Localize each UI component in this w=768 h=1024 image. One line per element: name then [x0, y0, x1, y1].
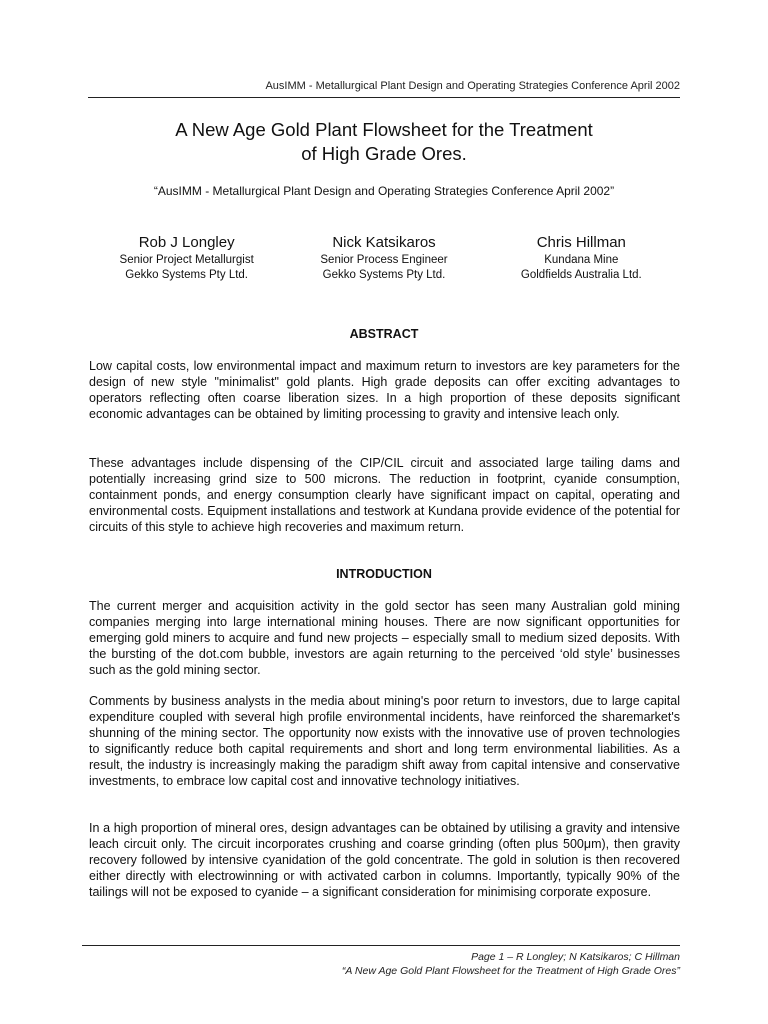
author-list	[88, 233, 680, 283]
author-affiliation: Goldfields Australia Ltd.	[520, 269, 642, 281]
title-line-2: of High Grade Ores.	[301, 143, 467, 164]
author-block	[483, 233, 680, 283]
author-block	[88, 233, 285, 283]
author-block	[285, 233, 482, 283]
author-role: Senior Process Engineer	[320, 254, 448, 266]
footer-title-line: “A New Age Gold Plant Flowsheet for the Treatment of High Grade Ores”	[341, 965, 680, 977]
introduction-heading: INTRODUCTION	[336, 567, 432, 581]
author-name: Chris Hillman	[536, 234, 626, 251]
page-footer	[88, 950, 680, 978]
author-role: Kundana Mine	[544, 254, 619, 266]
paper-title	[88, 118, 680, 166]
abstract-heading: ABSTRACT	[349, 327, 419, 341]
abstract-paragraph: These advantages include dispensing of the CIP/CIL circuit and associated large tailing dams and potentially increasing grind size to 500 microns. The reduction in footprint, cyanide consumption, containment ponds, and energy consumption clearly have significant impact on capital, operating and environmental costs. Equipment installations and testwork at Kundana provide evidence of the potential for circuits of this style to achieve high recoveries and maximum return.	[89, 456, 680, 534]
header-rule	[88, 97, 680, 98]
title-line-1: A New Age Gold Plant Flowsheet for the Treatment	[175, 119, 593, 140]
introduction-paragraph: Comments by business analysts in the media about mining's poor return to investors, due to large capital expenditure coupled with several high profile environmental incidents, have reinforced the sharemarket's shunning of the mining sector. The opportunity now exists with the innovative use of proven technologies to significantly reduce both capital requirements and short and long term environmental liabilities. As a result, the industry is increasingly making the paradigm shift away from capital intensive and conservative investments, to embrace low capital cost and innovative technology initiatives.	[89, 694, 680, 788]
running-header: AusIMM - Metallurgical Plant Design and Operating Strategies Conference April 2002	[265, 80, 680, 92]
conference-subtitle: “AusIMM - Metallurgical Plant Design and Operating Strategies Conference April 2002”	[153, 184, 615, 198]
author-name: Nick Katsikaros	[332, 234, 436, 251]
author-affiliation: Gekko Systems Pty Ltd.	[125, 269, 249, 281]
abstract-paragraph: Low capital costs, low environmental impact and maximum return to investors are key parameters for the design of new style "minimalist" gold plants. High grade deposits can offer exciting advantages to operators reflecting often coarse liberation sizes. In a high proportion of these deposits significant economic advantages can be obtained by limiting processing to gravity and intensive leach only.	[89, 359, 680, 421]
footer-page-line: Page 1 – R Longley; N Katsikaros; C Hillman	[471, 951, 680, 963]
footer-rule	[82, 945, 680, 946]
introduction-paragraph: The current merger and acquisition activity in the gold sector has seen many Australian gold mining companies merging into large international mining houses. There are now significant opportunities for emerging gold miners to acquire and fund new projects – especially small to medium sized deposits. With the bursting of the dot.com bubble, investors are again returning to the perceived ‘old style’ businesses such as the gold mining sector.	[89, 599, 680, 677]
introduction-paragraph: In a high proportion of mineral ores, design advantages can be obtained by utilising a gravity and intensive leach circuit only. The circuit incorporates crushing and coarse grinding (often plus 500μm), then gravity recovery followed by intensive cyanidation of the gold concentrate. The gold in solution is then recovered either directly with electrowinning or with activated carbon in columns. Importantly, typically 90% of the tailings will not be exposed to cyanide – a significant consideration for minimising corporate exposure.	[89, 821, 680, 899]
author-role: Senior Project Metallurgist	[119, 254, 254, 266]
author-name: Rob J Longley	[138, 234, 235, 251]
author-affiliation: Gekko Systems Pty Ltd.	[322, 269, 446, 281]
